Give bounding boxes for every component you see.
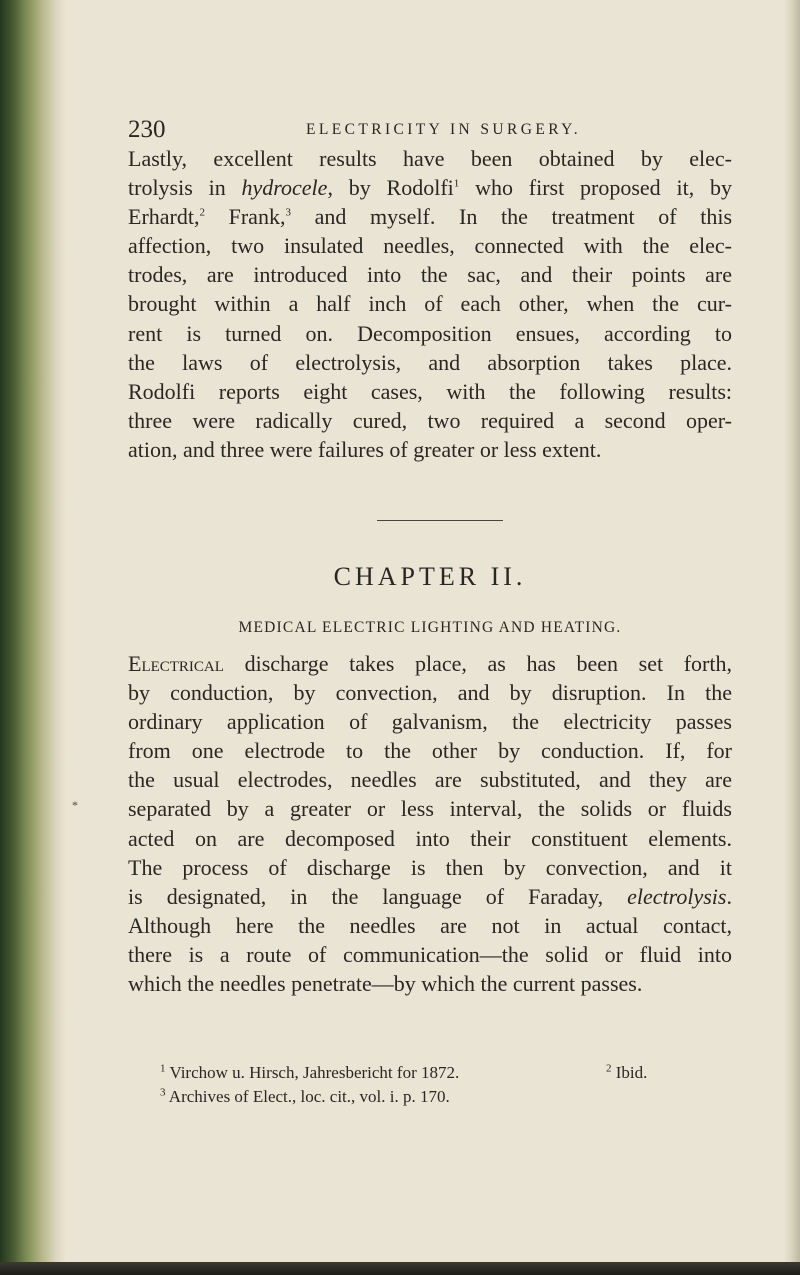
page-edge [784, 0, 800, 1275]
book-binding-edge [0, 0, 66, 1275]
text-line: Electrical discharge takes place, as has been set forth, [128, 651, 732, 676]
text-line: acted on are decomposed into their constituent elements. [128, 825, 732, 851]
text-line: rent is turned on. Decomposition ensues, according to [128, 320, 732, 346]
footnote-2: $^2$ Ibid. [606, 1062, 648, 1082]
text-line: the usual electrodes, needles are substituted, and they are [128, 767, 732, 793]
text-line: ordinary application of galvanism, the electricity passes [128, 709, 732, 735]
text-line: which the needles penetrate—by which the current passes. [128, 971, 643, 997]
text-line: Lastly, excellent results have been obtained by elec- [128, 146, 732, 171]
chapter-title: CHAPTER II. [333, 562, 527, 591]
text-line: The process of discharge is then by convection, and it [128, 854, 732, 880]
paragraph-hydrocele [128, 144, 732, 464]
text-line: the laws of electrolysis, and absorption takes place. [128, 349, 732, 375]
text-line: Although here the needles are not in actual contact, [128, 912, 732, 938]
page-number: 230 [128, 116, 166, 143]
chapter-subtitle: MEDICAL ELECTRIC LIGHTING AND HEATING. [238, 619, 622, 636]
paragraph-electrical-discharge [128, 649, 732, 998]
margin-mark: * [72, 798, 78, 812]
text-line: affection, two insulated needles, connected with the elec- [128, 233, 732, 259]
page-header [128, 114, 668, 146]
text-line: three were radically cured, two required a second oper- [128, 407, 732, 433]
footnote-1: $^1$ Virchow u. Hirsch, Jahresbericht for 1872. [160, 1062, 460, 1082]
section-divider [377, 520, 503, 521]
text-line: by conduction, by convection, and by disruption. In the [128, 680, 732, 706]
running-head: ELECTRICITY IN SURGERY. [306, 121, 581, 138]
text-line: from one electrode to the other by conduction. If, for [128, 738, 732, 764]
bottom-edge [0, 1262, 800, 1275]
text-line: ation, and three were failures of greater or less extent. [128, 436, 602, 462]
text-line: separated by a greater or less interval, the solids or fluids [128, 796, 732, 822]
text-line: trodes, are introduced into the sac, and their points are [128, 262, 732, 288]
text-line: Rodolfi reports eight cases, with the following results: [128, 378, 732, 404]
text-line: brought within a half inch of each other, when the cur- [128, 291, 732, 317]
text-line: Erhardt,$^2$ Frank,$^3$ and myself. In the treatment of this [128, 204, 733, 230]
text-line: there is a route of communication—the solid or fluid into [128, 941, 732, 967]
footnote-3: $^3$ Archives of Elect., loc. cit., vol. i. p. 170. [160, 1086, 450, 1106]
text-line: trolysis in hydrocele, by Rodolfi$^1$ who first proposed it, by [128, 175, 733, 201]
text-line: is designated, in the language of Faraday, electrolysis. [128, 883, 732, 909]
